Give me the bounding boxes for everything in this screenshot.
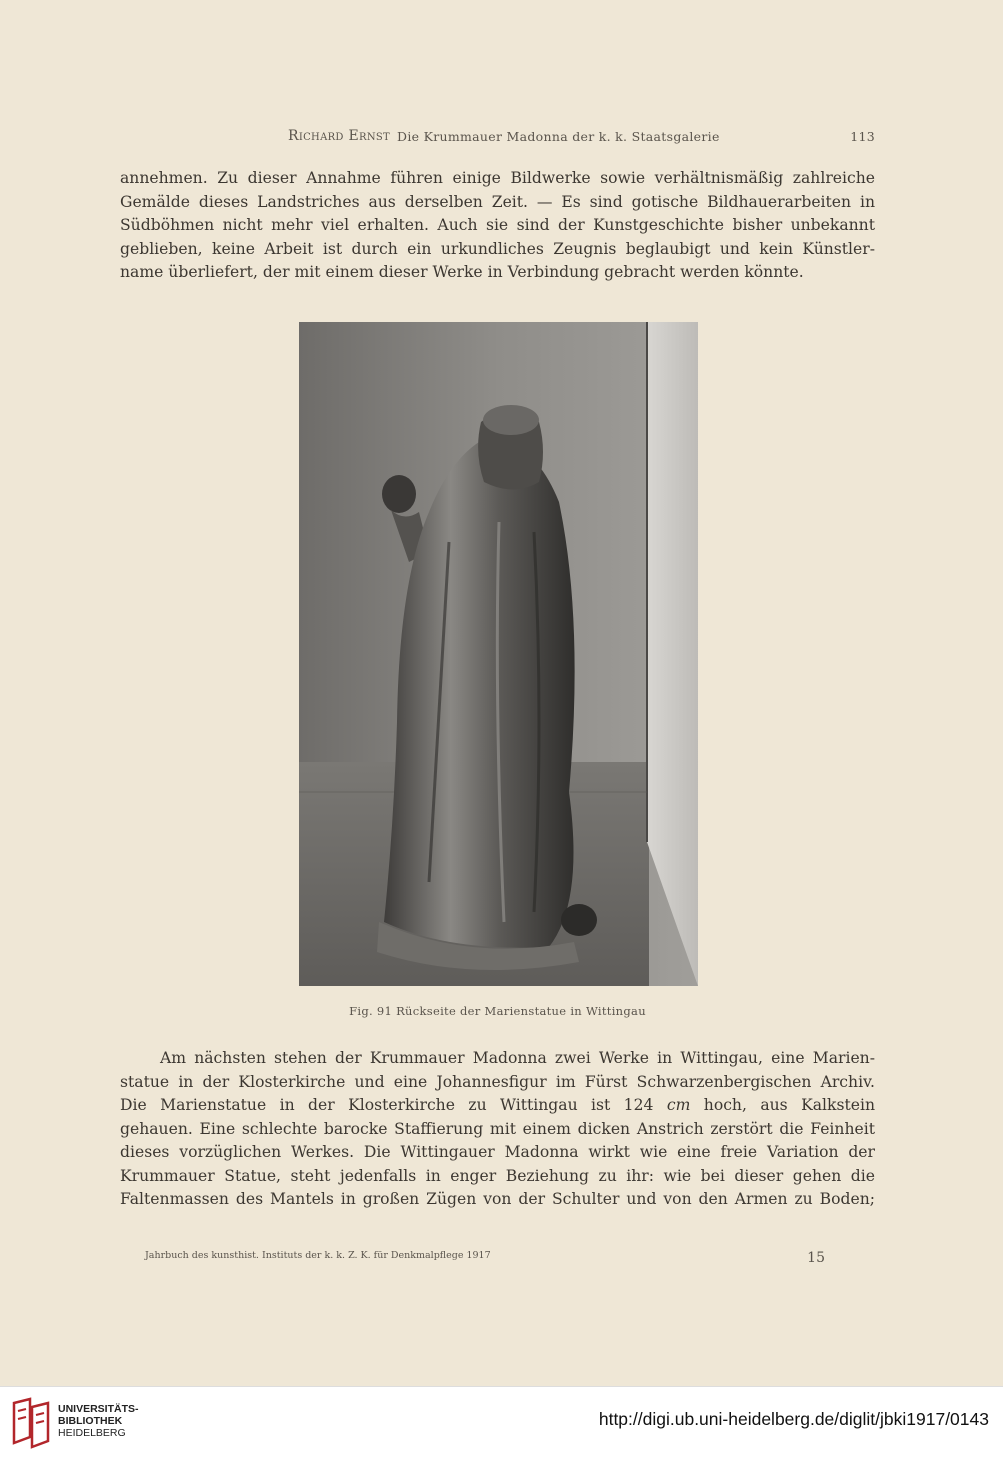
paragraph-2-line: Faltenmassen des Mantels in großen Zügen von der Schulter und von den Armen zu Boden; [120, 1190, 875, 1208]
library-logo-text[interactable] [58, 1403, 139, 1439]
logo-line: HEIDELBERG [58, 1427, 126, 1439]
header-title: Die Krummauer Madonna der k. k. Staatsgalerie [397, 129, 720, 144]
paragraph-2 [120, 1047, 875, 1212]
paragraph-1-line: Gemälde dieses Landstriches aus derselben Zeit. — Es sind gotische Bildhauerarbeiten in [120, 192, 875, 211]
paragraph-2-line: Krummauer Statue, steht jedenfalls in enger Beziehung zu ihr: wie bei dieser gehen die [120, 1166, 875, 1185]
footer-signature: 15 [807, 1250, 825, 1266]
header-page-number: 113 [850, 129, 875, 144]
paragraph-2-line: dieses vorzüglichen Werkes. Die Wittingauer Madonna wirkt wie eine freie Variation der [120, 1143, 875, 1161]
figure-caption: Fig. 91 Rückseite der Marienstatue in Wittingau [349, 1004, 646, 1018]
library-bar [0, 1386, 1003, 1459]
logo-line: BIBLIOTHEK [58, 1415, 123, 1427]
statue-photo-image [299, 322, 698, 986]
header-author: Richard Ernst [288, 128, 391, 144]
paragraph-1 [120, 167, 875, 285]
paragraph-2-line [120, 1094, 875, 1118]
paragraph-2-line: gehauen. Eine schlechte barocke Staffierung mit einem dicken Anstrich zerstört die Feinheit [120, 1119, 875, 1138]
paragraph-2-text: hoch, aus Kalkstein [690, 1096, 875, 1114]
logo-line: UNIVERSITÄTS- [58, 1403, 139, 1415]
figure-photograph [299, 322, 698, 986]
page-footer [145, 1250, 825, 1266]
paragraph-1-line: geblieben, keine Arbeit ist durch ein urkundliches Zeugnis beglaubigt und kein Künstler- [120, 239, 875, 258]
paragraph-2-text: Die Marienstatue in der Klosterkirche zu Wittingau ist 124 [120, 1096, 667, 1114]
paragraph-1-line: annehmen. Zu dieser Annahme führen einige Bildwerke sowie verhältnismäßig zahlreiche [120, 169, 875, 187]
paragraph-1-line: name überliefert, der mit einem dieser Werke in Verbindung gebracht werden könnte. [120, 263, 804, 281]
paragraph-1-line: Südböhmen nicht mehr viel erhalten. Auch sie sind der Kunstgeschichte bisher unbekannt [120, 216, 875, 234]
footer-journal: Jahrbuch des kunsthist. Instituts der k. k. Z. K. für Denkmalpflege 1917 [145, 1250, 491, 1261]
permalink-url[interactable]: http://digi.ub.uni-heidelberg.de/diglit/jbki1917/0143 [598, 1409, 989, 1429]
library-logo-icon[interactable] [10, 1397, 52, 1449]
paragraph-2-line: statue in der Klosterkirche und eine Johannesfigur im Fürst Schwarzenbergischen Archiv. [120, 1072, 875, 1091]
unit-cm: cm [666, 1096, 691, 1114]
paragraph-2-line: Am nächsten stehen der Krummauer Madonna zwei Werke in Wittingau, eine Marien- [160, 1049, 875, 1067]
